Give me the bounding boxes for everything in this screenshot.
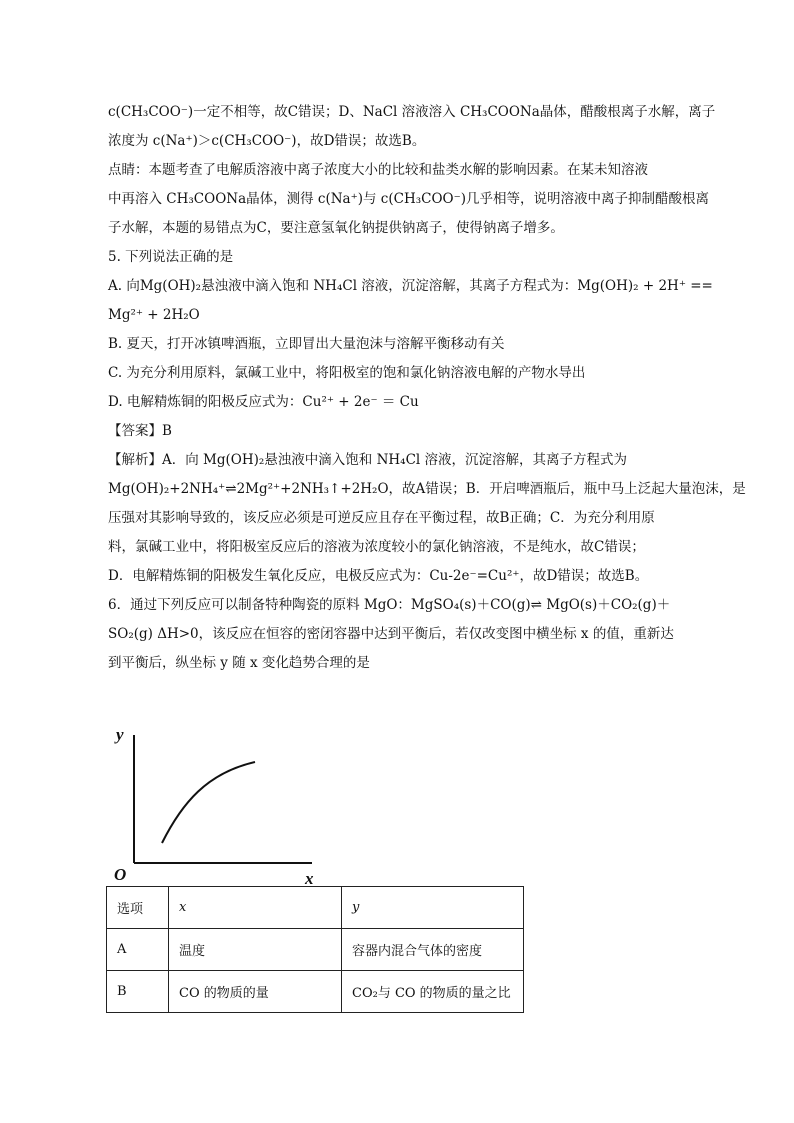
- option-b: B. 夏天，打开冰镇啤酒瓶，立即冒出大量泡沫与溶解平衡移动有关: [108, 336, 505, 352]
- table-cell: CO₂与 CO 的物质的量之比: [342, 971, 524, 1013]
- question-5-title: 5. 下列说法正确的是: [108, 249, 234, 265]
- option-a: A. 向Mg(OH)₂悬浊液中滴入饱和 NH₄Cl 溶液，沉淀溶解，其离子方程式为：Mg(OH)₂ + 2H⁺ ==: [108, 278, 713, 294]
- analysis-line: 料，氯碱工业中，将阳极室反应后的溶液为浓度较小的氯化钠溶液，不是纯水，故C错误；: [108, 539, 645, 555]
- option-c: C. 为充分利用原料，氯碱工业中，将阳极室的饱和氯化钠溶液电解的产物水导出: [108, 365, 586, 381]
- text-line: 子水解，本题的易错点为C，要注意氢氧化钠提供钠离子，使得钠离子增多。: [108, 220, 564, 236]
- question-6-text: 到平衡后，纵坐标 y 随 x 变化趋势合理的是: [108, 655, 370, 671]
- document-body: [108, 98, 746, 678]
- table-cell: CO 的物质的量: [169, 971, 342, 1013]
- text-line: 浓度为 c(Na⁺)＞c(CH₃COO⁻)，故D错误；故选B。: [108, 133, 426, 149]
- origin-label: O: [114, 865, 127, 884]
- x-axis-label: x: [305, 869, 314, 888]
- analysis-line: D．电解精炼铜的阳极发生氧化反应，电极反应式为：Cu-2e⁻=Cu²⁺，故D错误；故选B。: [108, 568, 649, 584]
- analysis-line: Mg(OH)₂+2NH₄⁺⇌2Mg²⁺+2NH₃↑+2H₂O，故A错误；B．开启啤酒瓶后，瓶中马上泛起大量泡沫，是: [108, 481, 746, 497]
- table-cell: 容器内混合气体的密度: [342, 929, 524, 971]
- table-cell: A: [107, 929, 169, 971]
- text-line: 点睛：本题考查了电解质溶液中离子浓度大小的比较和盐类水解的影响因素。在某未知溶液: [108, 162, 648, 178]
- table-row: [107, 929, 524, 971]
- options-table: [106, 886, 524, 1013]
- header-cell: 选项: [107, 887, 169, 929]
- table-header-row: [107, 887, 524, 929]
- question-6-text: SO₂(g) ΔH>0，该反应在恒容的密闭容器中达到平衡后，若仅改变图中横坐标 x 的值，重新达: [108, 626, 674, 642]
- trend-graph: [112, 723, 322, 888]
- answer: 【答案】B: [108, 423, 172, 439]
- analysis-line: 压强对其影响导致的，该反应必须是可逆反应且存在平衡过程，故B正确；C．为充分利用原: [108, 510, 655, 526]
- text-line: 中再溶入 CH₃COONa晶体，测得 c(Na⁺)与 c(CH₃COO⁻)几乎相等，说明溶液中离子抑制醋酸根离: [108, 191, 709, 207]
- question-6-title: 6．通过下列反应可以制备特种陶瓷的原料 MgO：MgSO₄(s)＋CO(g)⇌ MgO(s)＋CO₂(g)＋: [108, 597, 671, 613]
- table-cell: B: [107, 971, 169, 1013]
- text-line: c(CH₃COO⁻)一定不相等，故C错误；D、NaCl 溶液溶入 CH₃COONa晶体，醋酸根离子水解，离子: [108, 104, 716, 120]
- trend-curve: [162, 762, 255, 843]
- y-axis-label: y: [116, 725, 124, 744]
- header-cell: y: [342, 887, 524, 929]
- analysis-line: 【解析】A．向 Mg(OH)₂悬浊液中滴入饱和 NH₄Cl 溶液，沉淀溶解，其离子方程式为: [108, 452, 628, 468]
- table-cell: 温度: [169, 929, 342, 971]
- graph-svg: [112, 723, 322, 888]
- option-a-cont: Mg²⁺ + 2H₂O: [108, 307, 200, 323]
- option-d: D. 电解精炼铜的阳极反应式为：Cu²⁺ + 2e⁻ ＝ Cu: [108, 394, 419, 410]
- header-cell: x: [169, 887, 342, 929]
- table-row: [107, 971, 524, 1013]
